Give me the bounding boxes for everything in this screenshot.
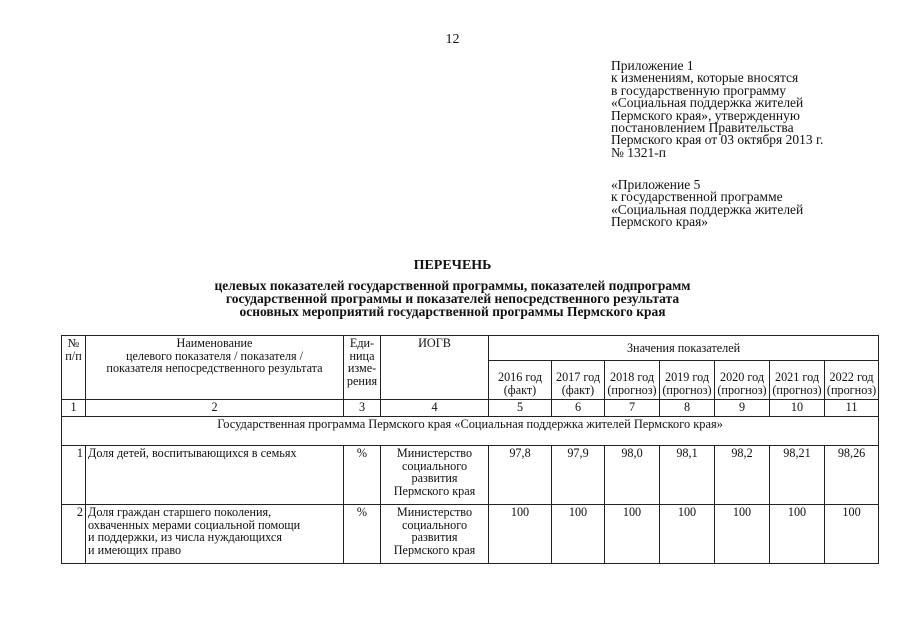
table-row [62, 505, 879, 564]
appendix-line: «Социальная поддержка жителей [611, 201, 804, 217]
header-text: Еди- [349, 336, 375, 350]
column-number: 2 [86, 400, 344, 417]
header-year-2019 [660, 361, 715, 400]
iogv [381, 505, 489, 564]
appendix-line: постановлением Правительства [611, 120, 794, 136]
column-number: 11 [825, 400, 879, 417]
indicator-name [86, 446, 344, 505]
table-header-row [62, 336, 879, 361]
header-year-2016 [489, 361, 552, 400]
header-values: Значения показателей [489, 336, 879, 361]
iogv-line: Министерство [396, 446, 473, 460]
header-year-2018 [605, 361, 660, 400]
column-number: 9 [715, 400, 770, 417]
indicator-name [86, 505, 344, 564]
header-text: рения [346, 373, 378, 388]
column-number: 5 [489, 400, 552, 417]
column-number: 7 [605, 400, 660, 417]
header-text: п/п [65, 348, 82, 363]
appendix-line: «Приложение 5 [611, 177, 701, 192]
appendix-line: Пермского края», утвержденную [611, 107, 800, 123]
header-text: (прогноз) [717, 383, 767, 397]
header-text: Наименование [176, 336, 253, 350]
appendix-line: Приложение 1 [611, 58, 694, 73]
column-number: 1 [62, 400, 86, 417]
header-text: 2022 год [829, 370, 874, 384]
indicator-name-line: и поддержки, из числа нуждающихся [88, 530, 282, 544]
appendix-reference [611, 60, 901, 159]
header-text: ница [349, 348, 375, 363]
value-2017: 97,9 [552, 446, 605, 505]
document-subtitle-line: целевых показателей государственной программы, показателей подпрограмм [214, 278, 691, 293]
header-name [86, 336, 344, 400]
value-2021: 100 [770, 505, 825, 564]
header-unit [344, 336, 381, 400]
header-text: (факт) [503, 383, 537, 397]
indicators-table [61, 335, 879, 564]
header-year-2022 [825, 361, 879, 400]
table-row [62, 446, 879, 505]
header-text: (прогноз) [772, 383, 822, 397]
indicator-name-line: охваченных мерами социальной помощи [88, 517, 301, 532]
value-2016: 97,8 [489, 446, 552, 505]
iogv-line: Пермского края [393, 542, 476, 557]
appendix-5-reference [611, 179, 901, 229]
header-year-2020 [715, 361, 770, 400]
iogv-line: социального [401, 517, 468, 532]
header-text: 2016 год [497, 370, 543, 384]
unit: % [344, 446, 381, 505]
iogv-line: Пермского края [393, 483, 476, 498]
indicator-name-line: Доля граждан старшего поколения, [88, 505, 272, 519]
value-2022: 98,26 [825, 446, 879, 505]
value-2016: 100 [489, 505, 552, 564]
value-2018: 100 [605, 505, 660, 564]
appendix-line: в государственную программу [611, 82, 787, 98]
header-num [62, 336, 86, 400]
header-text: (факт) [561, 383, 595, 397]
header-text: (прогноз) [662, 383, 712, 397]
header-text: 2021 год [774, 370, 820, 384]
document-title: ПЕРЕЧЕНЬ [413, 258, 492, 273]
header-year-2021 [770, 361, 825, 400]
row-number: 2 [62, 505, 86, 564]
value-2020: 98,2 [715, 446, 770, 505]
indicator-name-line: и имеющих право [88, 542, 182, 557]
column-number: 10 [770, 400, 825, 417]
column-number: 3 [344, 400, 381, 417]
document-subtitle-line: основных мероприятий государственной программы Пермского края [239, 304, 666, 319]
header-text: показателя непосредственного результата [106, 361, 323, 375]
unit: % [344, 505, 381, 564]
column-number: 6 [552, 400, 605, 417]
iogv-line: развития [411, 471, 458, 485]
column-number-row [62, 400, 879, 417]
appendix-line: «Социальная поддержка жителей [611, 95, 804, 111]
document-title-block [0, 258, 905, 318]
indicator-name-line: Доля детей, воспитывающихся в семьях [88, 446, 297, 460]
iogv [381, 446, 489, 505]
iogv-line: социального [401, 458, 468, 473]
value-2019: 100 [660, 505, 715, 564]
value-2022: 100 [825, 505, 879, 564]
value-2020: 100 [715, 505, 770, 564]
appendix-line: к изменениям, которые вносятся [611, 70, 799, 86]
header-text: № [67, 336, 80, 350]
header-text: 2017 год [555, 370, 601, 384]
appendix-line: Пермского края» [611, 214, 709, 230]
header-text: 2018 год [609, 370, 655, 384]
header-text: 2020 год [719, 370, 765, 384]
appendix-line: Пермского края от 03 октября 2013 г. [611, 132, 824, 148]
header-text: (прогноз) [826, 383, 877, 397]
header-text: изме- [347, 361, 377, 375]
value-2021: 98,21 [770, 446, 825, 505]
header-year-2017 [552, 361, 605, 400]
row-number: 1 [62, 446, 86, 505]
section-row [62, 417, 879, 446]
document-subtitle-line: государственной программы и показателей непосредственного результата [225, 291, 680, 306]
appendix-line: № 1321-п [611, 144, 666, 160]
value-2017: 100 [552, 505, 605, 564]
section-title: Государственная программа Пермского края «Социальная поддержка жителей Пермского края» [62, 417, 879, 446]
iogv-line: Министерство [396, 505, 473, 519]
header-iogv: ИОГВ [381, 336, 489, 400]
header-text: (прогноз) [607, 383, 657, 397]
value-2018: 98,0 [605, 446, 660, 505]
header-text: 2019 год [664, 370, 710, 384]
iogv-line: развития [411, 530, 458, 544]
header-text: целевого показателя / показателя / [125, 348, 304, 363]
value-2019: 98,1 [660, 446, 715, 505]
column-number: 4 [381, 400, 489, 417]
column-number: 8 [660, 400, 715, 417]
page-number: 12 [445, 32, 460, 47]
appendix-line: к государственной программе [611, 189, 783, 205]
